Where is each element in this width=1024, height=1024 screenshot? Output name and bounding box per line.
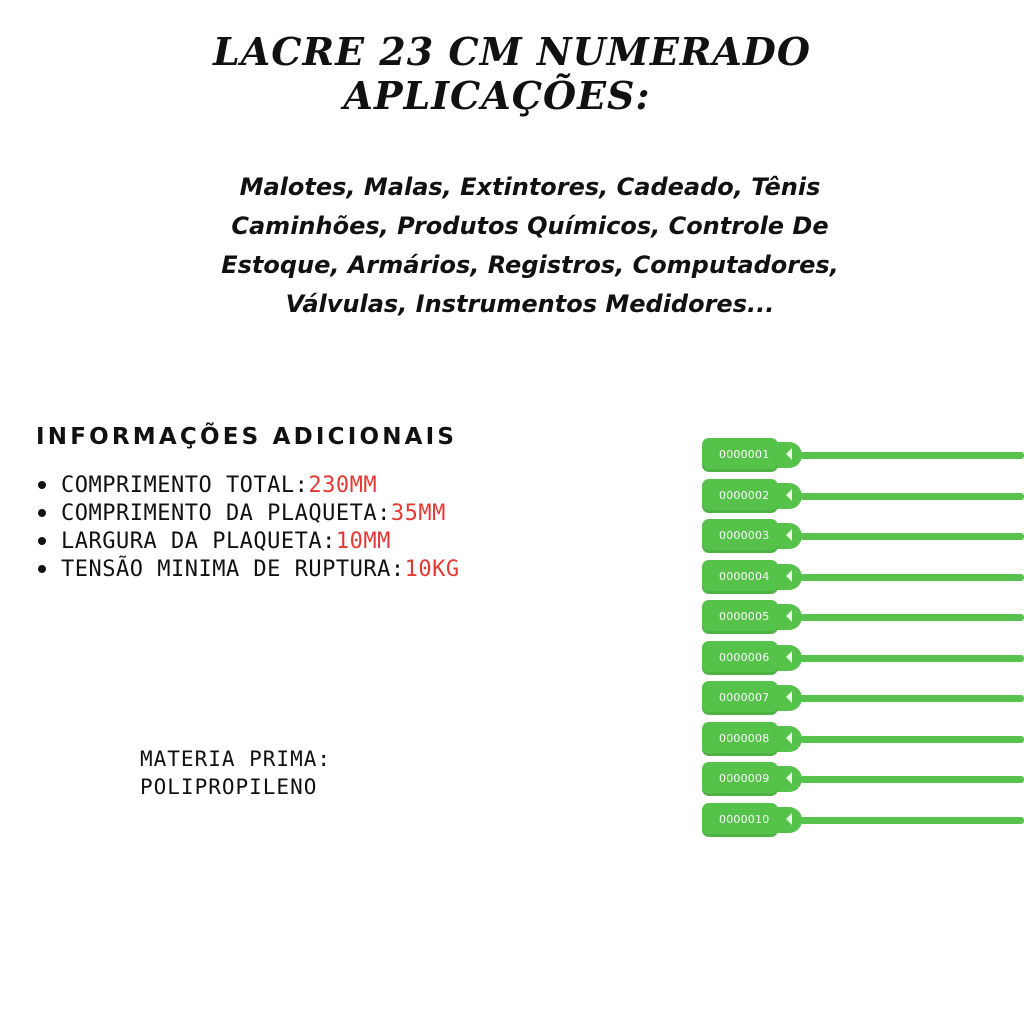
seal-strap: [800, 533, 1024, 540]
spec-label: LARGURA DA PLAQUETA:: [61, 528, 336, 554]
spec-label: COMPRIMENTO DA PLAQUETA:: [61, 500, 391, 526]
applications-line: Válvulas, Instrumentos Medidores...: [285, 290, 775, 318]
seal-tag: [702, 803, 778, 837]
seal-strap: [800, 736, 1024, 743]
seal-tag: [702, 641, 778, 675]
applications-line: Caminhões, Produtos Químicos, Controle De: [231, 212, 829, 240]
spec-value: 10KG: [404, 556, 460, 582]
seal-item: [700, 517, 1024, 555]
seal-item: [700, 801, 1024, 839]
seal-item: [700, 679, 1024, 717]
specs-list: [38, 471, 460, 583]
product-title: [0, 30, 1024, 118]
seal-lock: [776, 564, 802, 590]
lock-arrow-icon: [786, 489, 792, 501]
seal-number: 0000006: [719, 650, 770, 664]
lock-arrow-icon: [786, 529, 792, 541]
seal-strap: [800, 493, 1024, 500]
seal-number: 0000005: [719, 610, 770, 623]
lock-arrow-icon: [786, 772, 792, 784]
seal-strap: [800, 614, 1024, 621]
lock-arrow-icon: [786, 651, 792, 663]
spec-total-length: [38, 471, 460, 499]
seal-item: [700, 436, 1024, 474]
seal-number: 0000004: [719, 569, 770, 583]
seal-number: 0000007: [719, 691, 770, 704]
seal-number: 0000008: [719, 731, 770, 745]
seal-lock: [776, 442, 802, 468]
seal-lock: [776, 766, 802, 792]
seal-tag: [702, 479, 778, 513]
seal-lock: [776, 726, 802, 752]
info-heading: INFORMAÇÕES ADICIONAIS: [36, 424, 458, 450]
seal-lock: [776, 807, 802, 833]
seal-strap: [800, 776, 1024, 783]
spec-label: TENSÃO MINIMA DE RUPTURA:: [61, 556, 405, 582]
spec-tag-width: [38, 527, 460, 555]
seal-lock: [776, 604, 802, 630]
lock-arrow-icon: [786, 691, 792, 703]
title-line-2: APLICAÇÕES:: [343, 73, 651, 118]
seal-item: [700, 477, 1024, 515]
bullet-icon: [38, 537, 46, 545]
seal-strap: [800, 452, 1024, 459]
seal-item: [700, 720, 1024, 758]
bullet-icon: [38, 481, 46, 489]
seal-strap: [800, 655, 1024, 662]
seal-item: [700, 639, 1024, 677]
spec-min-tension: [38, 555, 460, 583]
seal-item: [700, 760, 1024, 798]
spec-value: 10MM: [335, 528, 391, 554]
seal-strap: [800, 695, 1024, 702]
applications-list: [150, 168, 910, 324]
spec-tag-length: [38, 499, 460, 527]
seal-lock: [776, 645, 802, 671]
lock-arrow-icon: [786, 732, 792, 744]
seal-number: 0000001: [719, 448, 770, 461]
seal-lock: [776, 685, 802, 711]
seal-strap: [800, 817, 1024, 824]
spec-value: 230MM: [308, 472, 378, 498]
spec-value: 35MM: [390, 500, 446, 526]
bullet-icon: [38, 565, 46, 573]
seal-number: 0000003: [719, 529, 770, 542]
seal-lock: [776, 483, 802, 509]
seal-product-image: [700, 436, 1024, 846]
raw-material: [140, 745, 331, 801]
seal-lock: [776, 523, 802, 549]
seal-tag: [702, 600, 778, 634]
applications-line: Estoque, Armários, Registros, Computadores,: [221, 251, 839, 279]
lock-arrow-icon: [786, 610, 792, 622]
lock-arrow-icon: [786, 813, 792, 825]
raw-material-value: POLIPROPILENO: [140, 775, 318, 799]
seal-tag: [702, 681, 778, 715]
seal-tag: [702, 519, 778, 553]
seal-number: 0000010: [719, 812, 770, 826]
spec-label: COMPRIMENTO TOTAL:: [61, 472, 309, 498]
seal-tag: [702, 762, 778, 796]
seal-strap: [800, 574, 1024, 581]
seal-number: 0000009: [719, 772, 770, 785]
lock-arrow-icon: [786, 448, 792, 460]
seal-item: [700, 558, 1024, 596]
title-line-1: LACRE 23 CM NUMERADO: [213, 29, 811, 74]
seal-tag: [702, 560, 778, 594]
bullet-icon: [38, 509, 46, 517]
lock-arrow-icon: [786, 570, 792, 582]
seal-tag: [702, 438, 778, 472]
raw-material-label: MATERIA PRIMA:: [140, 747, 332, 771]
applications-line: Malotes, Malas, Extintores, Cadeado, Tênis: [239, 173, 821, 201]
seal-tag: [702, 722, 778, 756]
seal-item: [700, 598, 1024, 636]
seal-number: 0000002: [719, 488, 770, 502]
